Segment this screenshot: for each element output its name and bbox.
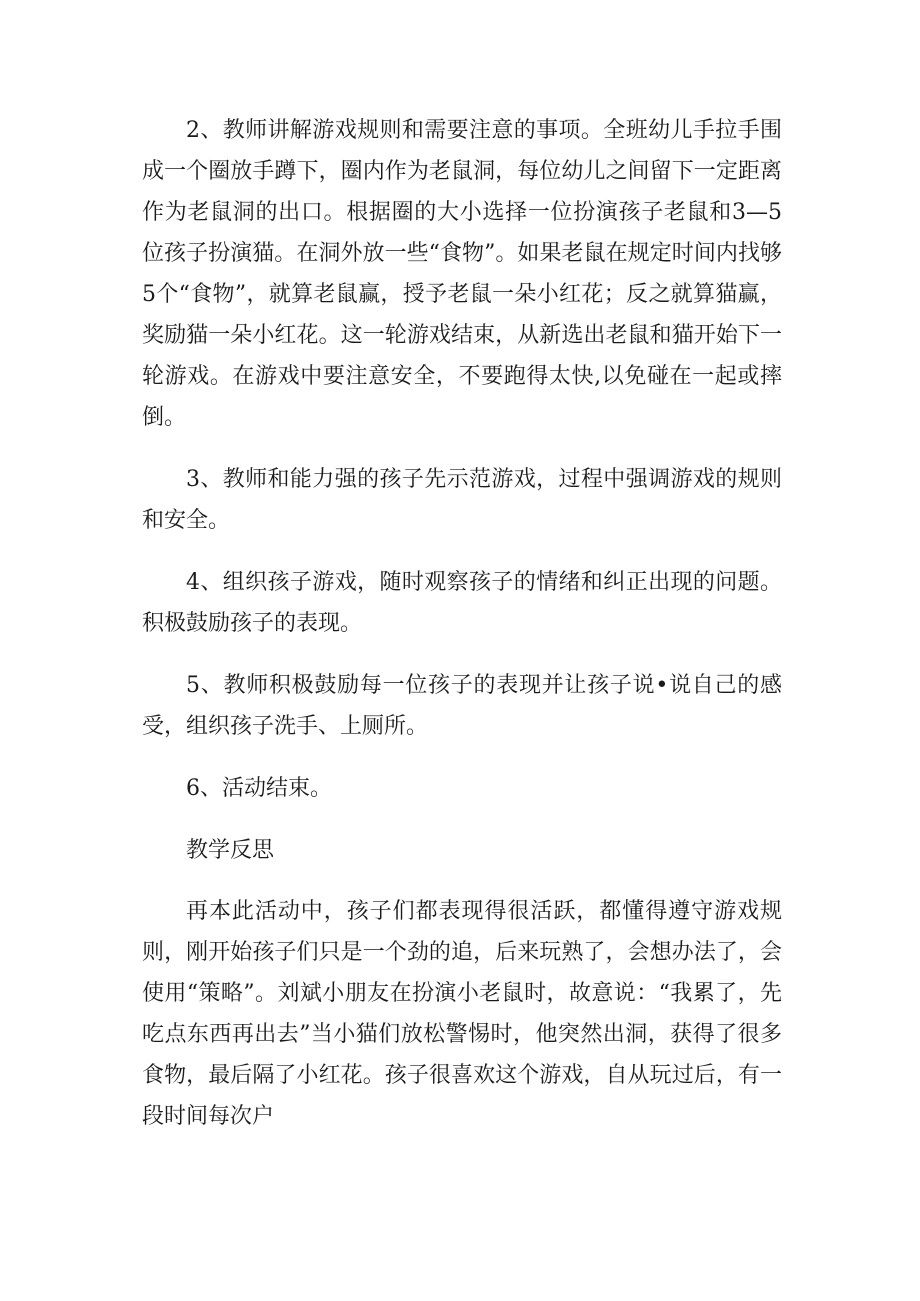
step-4-paragraph: 4、组织孩子游戏，随时观察孩子的情绪和纠正出现的问题。积极鼓励孩子的表现。: [142, 570, 782, 636]
step-6-paragraph: 6、活动结束。: [186, 776, 332, 801]
section-heading: 教学反思: [186, 838, 275, 863]
step-5-paragraph: 5、教师积极鼓励每一位孩子的表现并让孩子说•说自己的感受，组织孩子洗手、上厕所。: [142, 673, 782, 739]
step-2-paragraph: 2、教师讲解游戏规则和需要注意的事项。全班幼儿手拉手围成一个圈放手蹲下，圈内作为老鼠洞，每位幼儿之间留下一定距离作为老鼠洞的出口。根据圈的大小选择一位扮演孩子老鼠和3—5位孩子扮演猫。在洞外放一些“食物”。如果老鼠在规定时间内找够5个“食物”，就算老鼠赢，授予老鼠一朵小红花；反之就算猫赢，奖励猫一朵小红花。这一轮游戏结束，从新选出老鼠和猫开始下一轮游戏。在游戏中要注意安全，不要跑得太快,以免碰在一起或摔倒。: [142, 118, 782, 430]
step-3-paragraph: 3、教师和能力强的孩子先示范游戏，过程中强调游戏的规则和安全。: [142, 467, 782, 533]
reflection-paragraph: 再本此活动中，孩子们都表现得很活跃，都懂得遵守游戏规则，刚开始孩子们只是一个劲的追，后来玩熟了，会想办法了，会使用“策略”。刘斌小朋友在扮演小老鼠时，故意说：“我累了，先吃点东西再出去”当小猫们放松警惕时，他突然出洞，获得了很多食物，最后隔了小红花。孩子很喜欢这个游戏，自从玩过后，有一段时间每次户: [142, 899, 782, 1129]
document-body: [142, 110, 782, 1137]
